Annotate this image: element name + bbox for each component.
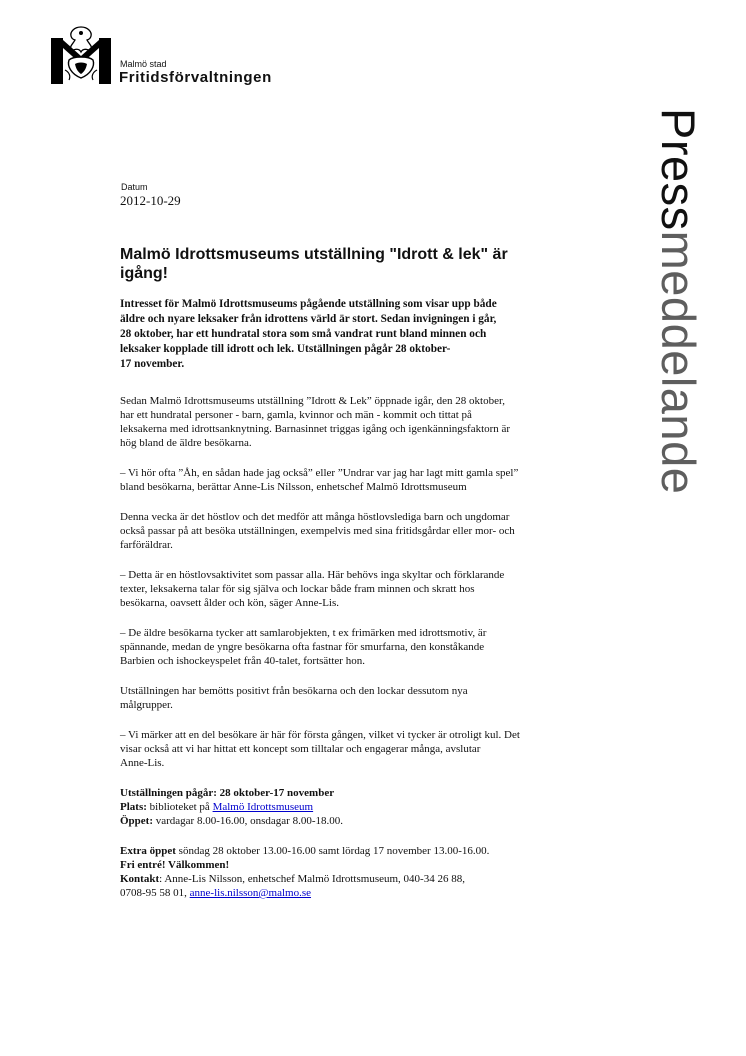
body-paragraph: – Vi märker att en del besökare är här för första gången, vilket vi tycker är otroligt kul. Det visar också att vi har hittat ett koncept som tilltalar och engagerar många, avslutar Anne-Lis.	[120, 729, 520, 769]
body-paragraph: – Detta är en höstlovsaktivitet som passar alla. Här behövs inga skyltar och förklarande texter, leksakerna talar för sig själva och lockar både fram minnen och skratt hos besökarna, oavsett ålder och kön, säger Anne-Lis.	[120, 569, 505, 609]
malmo-coat-of-arms-logo	[51, 26, 111, 84]
side-label	[645, 108, 705, 548]
date-label: Datum	[121, 182, 148, 192]
contact-info	[120, 844, 592, 900]
email-link[interactable]: anne-lis.nilsson@malmo.se	[189, 887, 312, 899]
event-info	[120, 786, 592, 828]
page-title: Malmö Idrottsmuseums utställning "Idrott & lek" är igång!	[120, 246, 508, 282]
free-entry: Fri entré! Välkommen!	[120, 859, 230, 871]
extra-open-line: Extra öppet söndag 28 oktober 13.00-16.00 samt lördag 17 november 13.00-16.00.	[120, 845, 490, 857]
body-paragraph: Denna vecka är det höstlov och det medför att många höstlovslediga barn och ungdomar också passar på att besöka utställningen, exempelvis med sina fritidsgårdar eller mor- och farföräldrar.	[120, 511, 515, 551]
org-name: Fritidsförvaltningen	[119, 69, 272, 86]
contact-line-2: 0708-95 58 01, anne-lis.nilsson@malmo.se	[120, 887, 312, 899]
org-subtitle: Malmö stad	[120, 59, 167, 69]
body-paragraph: Sedan Malmö Idrottsmuseums utställning ”Idrott & Lek” öppnade igår, den 28 oktober, har ett hundratal personer - barn, gamla, kvinnor och män - kommit och tittat på leksakerna med idrottsanknytning. Barnasinnet triggas igång och igenkänningsfaktorn är hög bland de äldre besökarna.	[120, 395, 511, 449]
place-line: Plats: biblioteket på Malmö Idrottsmuseum	[120, 801, 314, 813]
opening-hours-line: Öppet: vardagar 8.00-16.00, onsdagar 8.00-18.00.	[120, 815, 344, 827]
side-label-press: Press	[652, 108, 705, 231]
museum-link[interactable]: Malmö Idrottsmuseum	[212, 801, 314, 813]
body-paragraph: Utställningen har bemötts positivt från besökarna och den lockar dessutom nya målgrupper.	[120, 685, 468, 711]
body-paragraph: – Vi hör ofta ”Åh, en sådan hade jag också” eller ”Undrar var jag har lagt mitt gamla spel” bland besökarna, berättar Anne-Lis Nilsson, enhetschef Malmö Idrottsmuseum	[120, 467, 519, 493]
date-value: 2012-10-29	[120, 193, 181, 208]
contact-line: Kontakt: Anne-Lis Nilsson, enhetschef Malmö Idrottsmuseum, 040-34 26 88,	[120, 873, 465, 885]
exhibition-dates: Utställningen pågår: 28 oktober-17 november	[120, 787, 335, 799]
body-paragraph: – De äldre besökarna tycker att samlarobjekten, t ex frimärken med idrottsmotiv, är spännande, medan de yngre besökarna ofta fastnar för smurfarna, den konståkande Barbien och ishockeyspelet från 40-talet, fortsätter hon.	[120, 627, 487, 667]
side-label-meddelande: meddelande	[652, 230, 705, 495]
press-release-body	[120, 297, 592, 916]
lead-paragraph: Intresset för Malmö Idrottsmuseums pågående utställning som visar upp både äldre och nyare leksaker från idrottens värld är stort. Sedan invigningen i går, 28 oktober, har ett hundratal stora som små vandrat runt bland minnen och leksaker kopplade till idrott och lek. Utställningen pågår 28 oktober- 17 november.	[120, 298, 497, 370]
